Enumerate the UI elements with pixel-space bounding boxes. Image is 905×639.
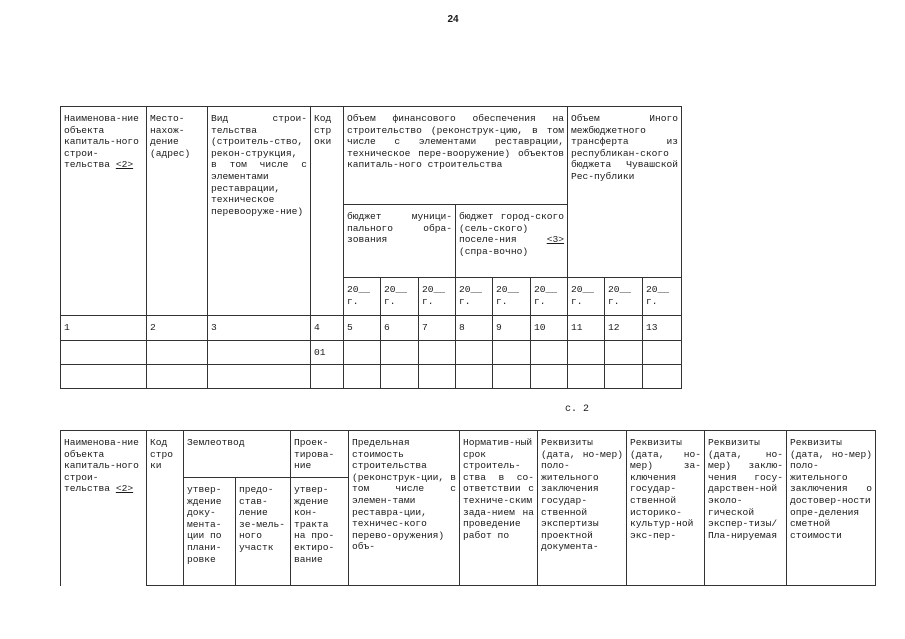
- data-cell[interactable]: [568, 365, 605, 389]
- data-cell[interactable]: [208, 341, 311, 365]
- header-construction-type: Вид строи-тельства (строитель-ство, рекон-струкция, в том числе с элементами реставрации, техническое перевооруже-ние): [208, 107, 311, 316]
- header-land-allotment: Землеотвод: [184, 431, 291, 478]
- column-number: 12: [605, 316, 643, 341]
- header-address: Место-нахож-дение (адрес): [147, 107, 208, 316]
- header-object-name: Наименова-ние объекта капиталь-ного строи-тельства <2>: [61, 107, 147, 316]
- year-cell: 20__ г.: [531, 278, 568, 316]
- financing-table: [60, 106, 682, 389]
- header-row-code: Код стро ки: [147, 431, 184, 586]
- header-land-approve-docs: утвер-ждение доку-мента-ции по плани-ровке: [184, 478, 236, 586]
- column-number: 5: [344, 316, 381, 341]
- column-number: 8: [456, 316, 493, 341]
- data-cell[interactable]: [61, 341, 147, 365]
- column-number: 6: [381, 316, 419, 341]
- data-cell[interactable]: [344, 341, 381, 365]
- data-cell[interactable]: [605, 365, 643, 389]
- data-cell[interactable]: [456, 341, 493, 365]
- column-number: 7: [419, 316, 456, 341]
- year-cell: 20__ г.: [344, 278, 381, 316]
- column-number: 11: [568, 316, 605, 341]
- column-number: 1: [61, 316, 147, 341]
- column-number: 2: [147, 316, 208, 341]
- data-cell[interactable]: [419, 341, 456, 365]
- header-max-cost: Предельная стоимость строительства (реконструк-ции, в том числе с элемен-тами реставра-ции, техничес-кого перево-оружения) объ-: [349, 431, 460, 586]
- header-row-code: Код стр оки: [311, 107, 344, 316]
- data-cell[interactable]: [381, 365, 419, 389]
- year-cell: 20__ г.: [381, 278, 419, 316]
- header-land-provide-plot: предо-став-ление зе-мель-ного участк: [236, 478, 291, 586]
- column-number: 10: [531, 316, 568, 341]
- header-settlement-budget: бюджет город-ского (сель-ского) поселе-ния <3> (спра-вочно): [456, 205, 568, 278]
- data-cell[interactable]: [61, 365, 147, 389]
- header-design-approve-contract: утвер-ждение кон-тракта на про-ектиро-вание: [291, 478, 349, 586]
- header-requisites-expertise: Реквизиты (дата, но-мер) поло-жительного заключения государ-ственной экспертизы проектной документа-: [538, 431, 627, 586]
- data-cell[interactable]: [419, 365, 456, 389]
- data-cell[interactable]: [493, 341, 531, 365]
- year-cell: 20__ г.: [419, 278, 456, 316]
- row-code-cell: 01: [311, 341, 344, 365]
- header-standard-term: Норматив-ный срок строитель-ства в со-ответствии с техниче-ским зада-нием на проведение работ по: [460, 431, 538, 586]
- data-cell[interactable]: [568, 341, 605, 365]
- header-interbudget-transfer: Объем Иного межбюджетного трансферта из республикан-ского бюджета Чувашской Рес-публики: [568, 107, 682, 278]
- header-municipal-budget: бюджет муници-пального обра-зования: [344, 205, 456, 278]
- page-number: 24: [447, 14, 459, 25]
- header-requisites-ecological: Реквизиты (дата, но-мер) заклю-чения госу-дарствен-ной эколо-гической экспер-тизы/Пла-нируемая: [705, 431, 787, 586]
- data-cell[interactable]: [147, 341, 208, 365]
- data-cell[interactable]: [531, 341, 568, 365]
- data-cell[interactable]: [531, 365, 568, 389]
- data-cell[interactable]: [643, 341, 682, 365]
- year-cell: 20__ г.: [568, 278, 605, 316]
- column-number: 13: [643, 316, 682, 341]
- header-requisites-cost-reliability: Реквизиты (дата, но-мер) поло-жительного заключения о достовер-ности опре-деления сметной стоимости: [787, 431, 876, 586]
- data-cell[interactable]: [381, 341, 419, 365]
- column-number: 4: [311, 316, 344, 341]
- column-numbers-row: [61, 316, 682, 341]
- table-row: [61, 365, 682, 389]
- header-design: Проек-тирова-ние: [291, 431, 349, 478]
- table-row: [61, 341, 682, 365]
- requisites-table: [60, 430, 876, 586]
- data-cell[interactable]: [605, 341, 643, 365]
- footnote-ref-2[interactable]: <2>: [115, 159, 134, 171]
- column-number: 9: [493, 316, 531, 341]
- data-cell[interactable]: [311, 365, 344, 389]
- year-cell: 20__ г.: [643, 278, 682, 316]
- data-cell[interactable]: [344, 365, 381, 389]
- header-requisites-historical: Реквизиты (дата, но-мер) за-ключения государ-ственной историко-культур-ной экс-пер-: [627, 431, 705, 586]
- header-financing-volume: Объем финансового обеспечения на строительство (реконструк-цию, в том числе с элементами реставрации, техническое пере-вооружение) объектов капиталь-ного строительства: [344, 107, 568, 205]
- data-cell[interactable]: [147, 365, 208, 389]
- footnote-ref-3[interactable]: <3>: [546, 234, 565, 246]
- data-cell[interactable]: [643, 365, 682, 389]
- section-label: с. 2: [565, 404, 590, 415]
- year-cell: 20__ г.: [605, 278, 643, 316]
- year-cell: 20__ г.: [456, 278, 493, 316]
- footnote-ref-2[interactable]: <2>: [115, 483, 134, 495]
- header-object-name: Наименова-ние объекта капиталь-ного строи-тельства <2>: [61, 431, 147, 586]
- data-cell[interactable]: [493, 365, 531, 389]
- data-cell[interactable]: [208, 365, 311, 389]
- column-number: 3: [208, 316, 311, 341]
- data-cell[interactable]: [456, 365, 493, 389]
- year-cell: 20__ г.: [493, 278, 531, 316]
